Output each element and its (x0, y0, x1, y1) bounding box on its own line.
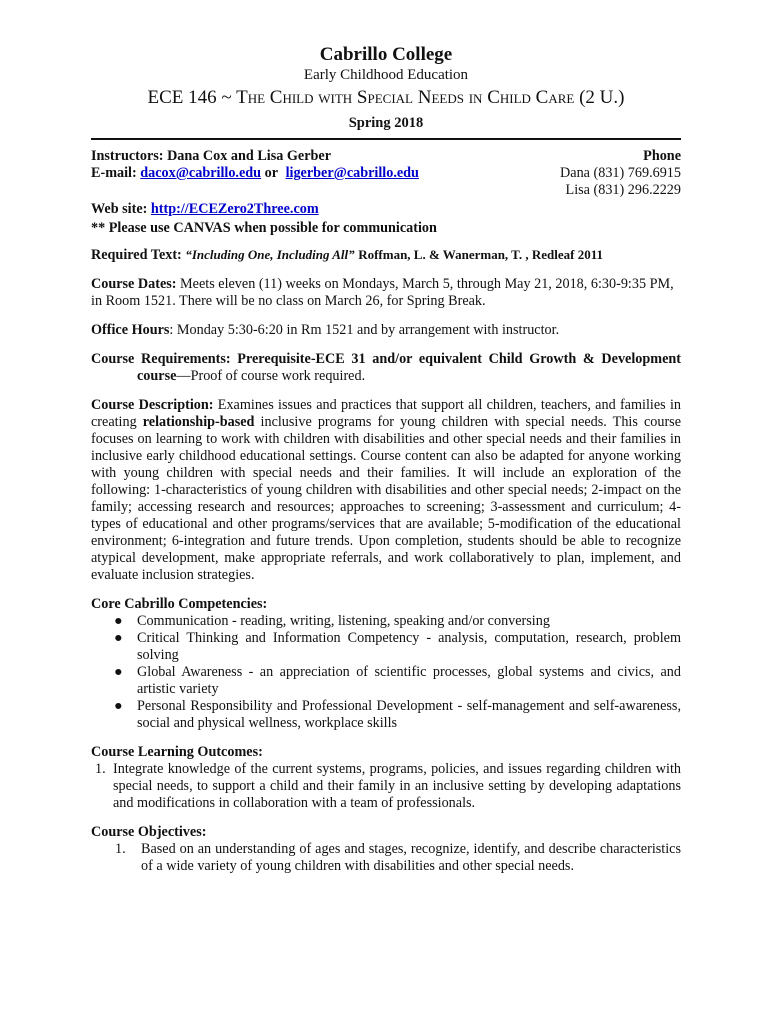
competency-text: Global Awareness - an appreciation of scientific processes, global systems and civics, and artistic variety (137, 664, 681, 697)
email-label: E-mail: (91, 165, 137, 181)
office-hours (91, 322, 681, 339)
syllabus-page (91, 44, 681, 875)
course-requirements (91, 351, 681, 385)
term: Spring 2018 (348, 115, 424, 131)
list-item (114, 630, 681, 664)
course-dates-label: Course Dates: (91, 276, 177, 292)
bullet-icon: ● (114, 613, 123, 629)
competencies-heading: Core Cabrillo Competencies: (91, 596, 268, 612)
competency-text: Communication - reading, writing, listening, speaking and/or conversing (137, 613, 550, 629)
course-requirements-text: —Proof of course work required. (176, 368, 366, 384)
instructors-label: Instructors: (91, 148, 164, 164)
bullet-icon: ● (114, 664, 123, 680)
course-dates (91, 276, 681, 310)
bullet-icon: ● (114, 630, 123, 646)
competencies-list (91, 613, 681, 732)
outcomes-section (91, 744, 681, 812)
header-divider (91, 138, 681, 140)
required-text-authors: Roffman, L. & Wanerman, T. , Redleaf 2011 (358, 247, 604, 262)
website-label: Web site: (91, 201, 148, 217)
phone-label: Phone (643, 148, 681, 164)
phone-dana: Dana (831) 769.6915 (560, 165, 681, 181)
instructors-names: Dana Cox and Lisa Gerber (167, 148, 332, 164)
objective-number: 1. (115, 841, 126, 857)
required-text (91, 246, 681, 264)
objective-text: Based on an understanding of ages and stages, recognize, identify, and describe characteristics of a wide variety of young children with disabilities and other special needs. (141, 841, 681, 874)
office-hours-text: : Monday 5:30-6:20 in Rm 1521 and by arrangement with instructor. (169, 322, 560, 338)
website-line (91, 201, 681, 218)
objectives-section (91, 824, 681, 875)
list-item (91, 761, 681, 812)
competencies-section (91, 596, 681, 732)
course-description-label: Course Description: (91, 397, 214, 413)
course-description (91, 397, 681, 584)
course-title: ECE 146 ~ The Child with Special Needs in Child Care (2 U.) (147, 87, 625, 108)
objectives-heading: Course Objectives: (91, 824, 207, 840)
email-or: or (264, 165, 279, 181)
list-item (114, 664, 681, 698)
list-item (114, 613, 681, 630)
required-text-label: Required Text: (91, 247, 182, 263)
list-item (91, 841, 681, 875)
course-dates-text: Meets eleven (11) weeks on Mondays, March 5, through May 21, 2018, 6:30-9:35 PM, in Room 1521. There will be no class on March 26, for Spring Break. (91, 276, 674, 309)
contacts-block (91, 148, 681, 199)
course-description-text-1: Examines issues and practices that support all children, teachers, and families in creating (91, 397, 681, 430)
college-name: Cabrillo College (319, 44, 453, 65)
email-line (91, 165, 419, 182)
outcomes-heading: Course Learning Outcomes: (91, 744, 263, 760)
website-link[interactable]: http://ECEZero2Three.com (150, 201, 319, 217)
competency-text: Personal Responsibility and Professional Development - self-management and self-awareness, social and physical wellness, workplace skills (137, 698, 681, 731)
outcome-text: Integrate knowledge of the current systems, programs, policies, and issues regarding children with special needs, to support a child and their family in an inclusive setting by developing adaptations and modifications in collaboration with a team of professionals. (113, 761, 681, 811)
outcome-number: 1. (95, 761, 106, 777)
competency-text: Critical Thinking and Information Competency - analysis, computation, research, problem solving (137, 630, 681, 663)
course-description-emphasis: relationship-based (142, 414, 255, 430)
course-requirements-label: Course Requirements: Prerequisite-ECE 31 and/or equivalent Child Growth & Development course (91, 351, 681, 384)
office-hours-label: Office Hours (91, 322, 170, 338)
email-link-dacox[interactable]: dacox@cabrillo.edu (140, 165, 262, 181)
list-item (114, 698, 681, 732)
department-name: Early Childhood Education (303, 67, 469, 83)
required-text-title: “Including One, Including All” (185, 247, 355, 262)
course-description-text-2: inclusive programs for young children with special needs. This course focuses on learning to work with children with disabilities and other special needs and their families in inclusive early childhood educational settings. Course content can also be adapted for anyone working with young children with special needs and their families. It will include an exploration of the following: 1-characteristics of young children with disabilities and other special needs; 2-impact on the family; accessing research and resources; approaches to screening; 3-assessment and curriculum; 4-types of educational and other programs/services that are available; 5-modification of the educational environment; 6-integration and future trends. Upon completion, students should be able to recognize atypical development, make appropriate referrals, and work collaboratively to plan, implement, and evaluate inclusion strategies. (91, 414, 681, 583)
phone-lisa: Lisa (831) 296.2229 (565, 182, 681, 198)
canvas-note: ** Please use CANVAS when possible for communication (91, 220, 437, 236)
instructors-line (91, 148, 419, 165)
email-link-ligerber[interactable]: ligerber@cabrillo.edu (285, 165, 419, 181)
bullet-icon: ● (114, 698, 123, 714)
